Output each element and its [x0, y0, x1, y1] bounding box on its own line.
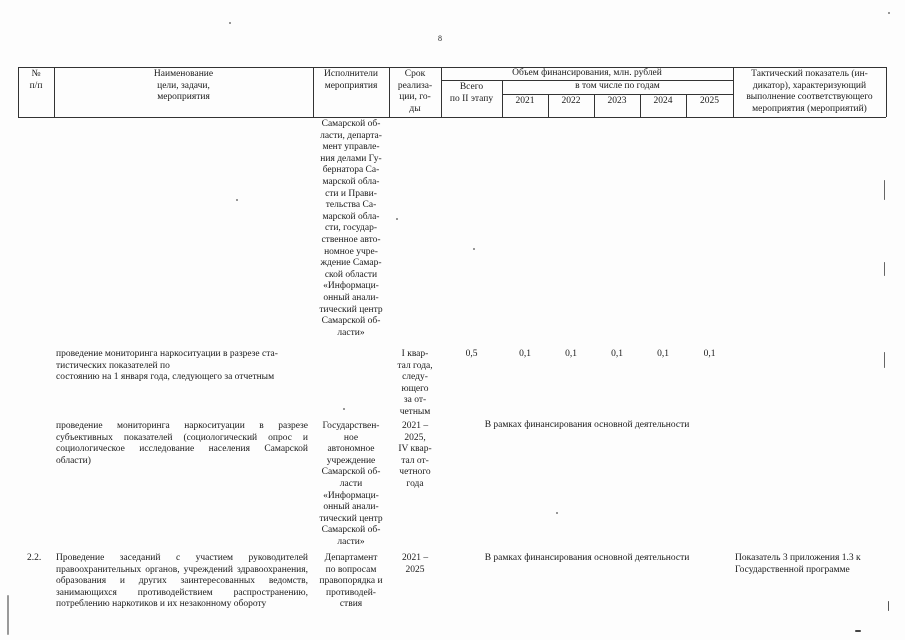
header-year-2025: 2025: [700, 96, 719, 106]
row3-executor: Департамент по вопросам правопорядка и противодей- ствия: [319, 553, 383, 610]
header-name: Наименование цели, задачи, мероприятия: [153, 69, 214, 103]
header-executor: Исполнители мероприятия: [324, 69, 378, 91]
row1-term: I квар- тал года, следу- ющего за от- четным: [397, 349, 433, 417]
row2-term: 2021 – 2025, IV квар- тал от- четного года: [398, 421, 432, 489]
row1-total: 0,5: [465, 349, 478, 359]
row1-2023: 0,1: [611, 349, 623, 359]
row1-name: проведение мониторинга наркоситуации в разрезе ста- тистических показателей по состоянию на 1 января года, следующего за отчетным: [56, 349, 278, 383]
row3-financing: В рамках финансирования основной деятельности: [484, 553, 690, 563]
row1-2022: 0,1: [565, 349, 577, 359]
row1-2024: 0,1: [657, 349, 669, 359]
row3-indicator: Показатель 3 приложения 1.3 к Государственной программе: [735, 553, 861, 575]
header-financing: Объем финансирования, млн. рублей: [512, 68, 662, 78]
header-indicator: Тактический показатель (ин- дикатор), характеризующий выполнение соответствующего мероприятия (мероприятий): [746, 69, 873, 114]
row2-financing: В рамках финансирования основной деятельности: [484, 420, 690, 430]
row1-2025: 0,1: [703, 349, 716, 359]
row1-2021: 0,1: [519, 349, 531, 359]
header-number: № п/п: [29, 69, 43, 91]
row3-term: 2021 – 2025: [401, 553, 429, 575]
executor-continuation: Самарской об- ласти, департа- мент управле- ния делами Гу- бернатора Са- марской обла- сти и Прави- тельства Са- марской обла- сти, государ- ственное авто- номное учре- ждение Самар- ской области «Информаци- онный анали- тический центр Самарской об- ласти»: [319, 119, 383, 338]
row2-name: проведение мониторинга наркоситуации в разрезе субъективных показателей (социологический опрос и социологическое исследование населения Самарской области): [56, 421, 308, 466]
header-year-2023: 2023: [607, 96, 627, 106]
page-number: 8: [438, 34, 442, 43]
row3-name: Проведение заседаний с участием руководителей правоохранительных органов, учреждений здравоохранения, образования и других заинтересованных ведомств, занимающихся противодействием распространению, потреблению наркотиков и их незаконному обороту: [56, 553, 308, 610]
header-year-2022: 2022: [561, 96, 581, 106]
header-year-2021: 2021: [515, 96, 535, 106]
header-bottom-border: [18, 117, 886, 118]
header-year-2024: 2024: [653, 96, 673, 106]
row2-executor: Государствен- ное автономное учреждение Самарской об- ласти «Информаци- онный анали- тический центр Самарской об- ласти»: [319, 421, 383, 547]
years-subheader-border: [502, 94, 733, 95]
row3-number: 2.2.: [27, 553, 42, 563]
header-term: Срок реализа- ции, го- ды: [397, 69, 433, 114]
header-years-group: в том числе по годам: [575, 81, 660, 91]
header-total: Всего по II этапу: [449, 82, 494, 104]
